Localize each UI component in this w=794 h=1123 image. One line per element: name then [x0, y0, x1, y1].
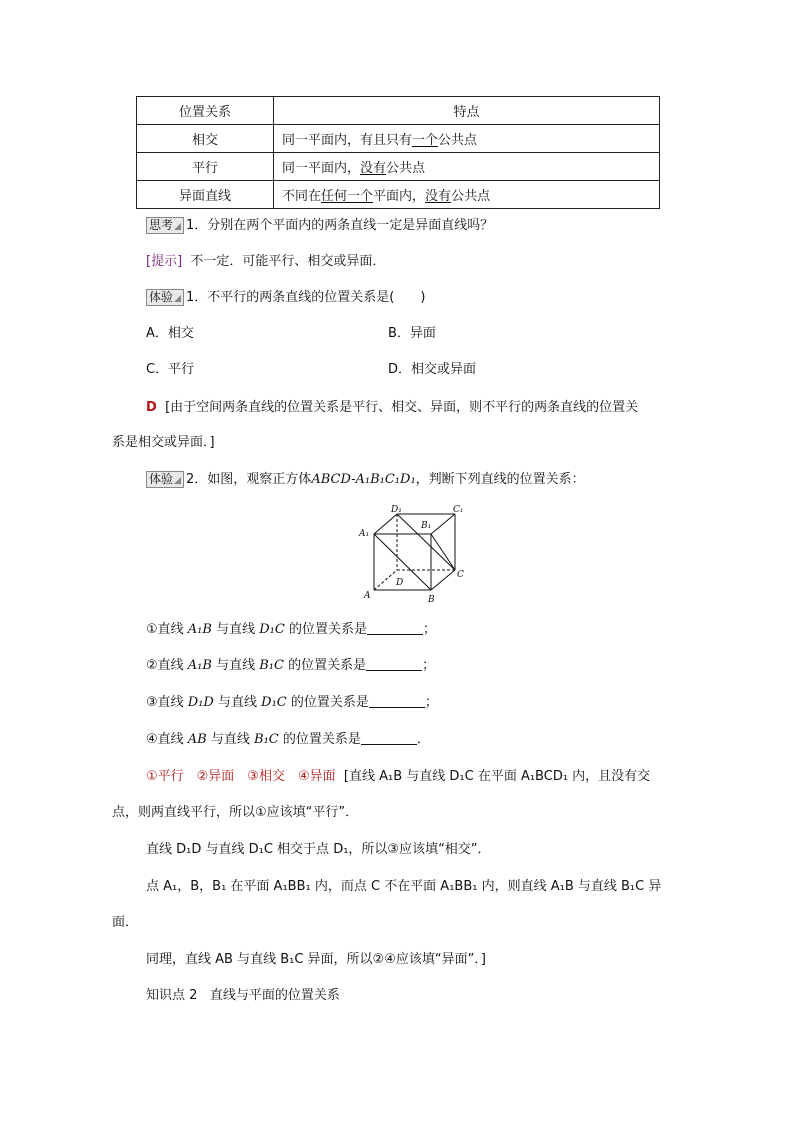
vertex-label: B₁ [421, 521, 432, 531]
solution-line-2: 点，则两直线平行，所以①应该填“平行”． [112, 805, 359, 820]
vertex-label: A₁ [359, 529, 370, 539]
answer-blank[interactable] [366, 658, 422, 671]
table-cell: 同一平面内，有且只有一个公共点 [274, 125, 660, 153]
answer-blank[interactable] [367, 622, 423, 635]
table-header-row [137, 97, 660, 125]
vertex-label: C [457, 570, 464, 580]
table-header-cell: 特点 [274, 97, 660, 125]
hint-line: [提示] 不一定．可能平行、相交或异面． [146, 254, 386, 269]
exp1-explain-cont: 系是相交或异面．] [112, 435, 215, 450]
exp-tag: 体验 [146, 289, 184, 306]
exp1-question: 体验 1．不平行的两条直线的位置关系是( ) [146, 286, 425, 306]
solution-line-3: 直线 D₁D 与直线 D₁C 相交于点 D₁，所以③应该填“相交”． [146, 842, 491, 857]
option-c: C．平行 [146, 362, 195, 377]
table-cell: 不同在任何一个平面内，没有公共点 [274, 181, 660, 209]
section-heading: 知识点 2 直线与平面的位置关系 [146, 988, 340, 1003]
think-question: 思考 1．分别在两个平面内的两条直线一定是异面直线吗？ [146, 214, 493, 234]
option-b: B．异面 [388, 326, 436, 341]
solution-line-5: 面． [112, 915, 139, 930]
exp-tag: 体验 [146, 471, 184, 488]
exp1-explain: D [由于空间两条直线的位置关系是平行、相交、异面，则不平行的两条直线的位置关 [146, 400, 639, 415]
table-cell: 相交 [137, 125, 274, 153]
table-cell: 异面直线 [137, 181, 274, 209]
think-tag: 思考 [146, 217, 184, 234]
sub-question-1: ①直线 A₁B 与直线 D₁C 的位置关系是 ； [146, 622, 437, 637]
solution-line-4: 点 A₁，B，B₁ 在平面 A₁BB₁ 内，而点 C 不在平面 A₁BB₁ 内，则直线 A₁B 与直线 B₁C 异 [146, 879, 662, 894]
solution-line-1: ①平行 ②异面 ③相交 ④异面 [直线 A₁B 与直线 D₁C 在平面 A₁BCD₁ 内，且没有交 [146, 769, 651, 784]
option-a: A．相交 [146, 326, 194, 341]
vertex-label: D [396, 578, 404, 588]
vertex-label: B [428, 595, 435, 604]
answers: ①平行 ②异面 ③相交 ④异面 [146, 769, 336, 784]
solution-line-6: 同理，直线 AB 与直线 B₁C 异面，所以②④应该填“异面”．] [146, 952, 486, 967]
sub-question-4: ④直线 AB 与直线 B₁C 的位置关系是 ． [146, 732, 430, 747]
vertex-label: C₁ [453, 505, 464, 515]
table-row [137, 125, 660, 153]
option-d: D．相交或异面 [388, 362, 477, 377]
vertex-label: A [364, 591, 371, 601]
vertex-label: D₁ [391, 505, 402, 515]
sub-question-2: ②直线 A₁B 与直线 B₁C 的位置关系是 ； [146, 658, 436, 673]
hint-tag: [提示] [146, 254, 183, 269]
answer-blank[interactable] [361, 732, 417, 745]
table-cell: 平行 [137, 153, 274, 181]
answer-blank[interactable] [369, 695, 425, 708]
cube-figure [356, 502, 472, 604]
table-row [137, 153, 660, 181]
exp2-question: 体验 2．如图，观察正方体ABCD-A₁B₁C₁D₁，判断下列直线的位置关系： [146, 468, 585, 488]
table-row [137, 181, 660, 209]
table-cell: 同一平面内，没有公共点 [274, 153, 660, 181]
relation-table [136, 96, 660, 209]
answer-letter: D [146, 400, 157, 415]
table-header-cell: 位置关系 [137, 97, 274, 125]
sub-question-3: ③直线 D₁D 与直线 D₁C 的位置关系是 ； [146, 695, 438, 710]
